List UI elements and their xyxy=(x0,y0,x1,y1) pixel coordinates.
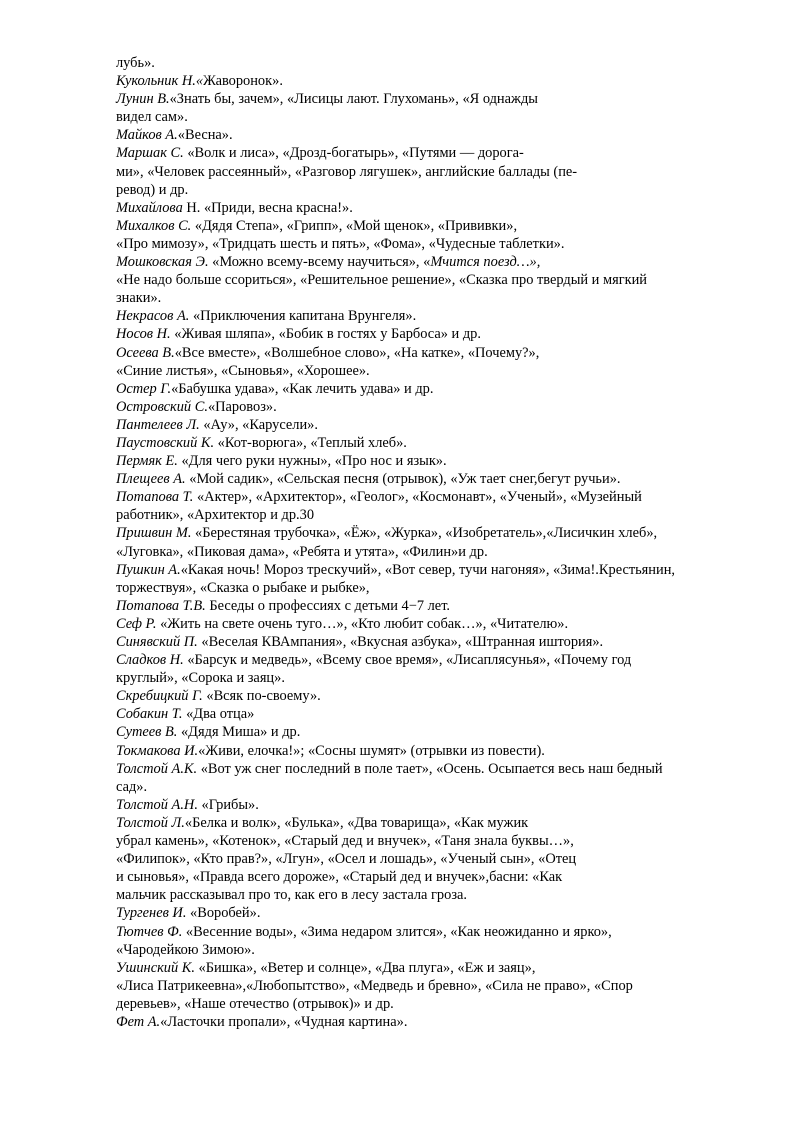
author-name: Сладков Н. xyxy=(116,652,184,669)
line-text: «Все вместе», «Волшебное слово», «На катке», «Почему?», xyxy=(174,344,540,361)
author-name: Толстой А.К. xyxy=(116,760,198,777)
text-line xyxy=(116,398,716,416)
text-line xyxy=(116,814,716,832)
author-name: Осеева В. xyxy=(116,344,175,361)
text-line xyxy=(116,524,716,542)
text-line xyxy=(116,108,716,126)
text-line xyxy=(116,959,716,977)
text-line xyxy=(116,687,716,705)
author-name: Толстой А.Н. xyxy=(116,796,198,813)
line-text: «Вот уж снег последний в поле тает», «Осень. Осыпается весь наш бедный xyxy=(197,760,663,777)
line-text: торжествуя», «Сказка о рыбаке и рыбке», xyxy=(116,579,370,596)
line-text: знаки». xyxy=(116,290,162,307)
line-text: видел сам». xyxy=(116,109,188,126)
text-line xyxy=(116,452,716,470)
author-name: Лунин В. xyxy=(116,91,170,108)
text-line xyxy=(116,416,716,434)
text-line xyxy=(116,488,716,506)
line-text: «Знать бы, зачем», «Лисицы лают. Глухомань», «Я однажды xyxy=(169,91,538,108)
text-line xyxy=(116,72,716,90)
text-line xyxy=(116,723,716,741)
author-name: Сеф Р. xyxy=(116,615,157,632)
author-name: Кукольник Н.« xyxy=(116,73,204,90)
text-line xyxy=(116,126,716,144)
line-text: «Для чего руки нужны», «Про нос и язык». xyxy=(177,453,447,470)
text-line xyxy=(116,868,716,886)
line-text: «Жить на свете очень туго…», «Кто любит собак…», «Читателю». xyxy=(156,615,569,632)
author-name: Тургенев И. xyxy=(116,905,187,922)
text-line xyxy=(116,253,716,271)
text-line xyxy=(116,561,716,579)
line-text: убрал камень», «Котенок», «Старый дед и внучек», «Таня знала буквы…», xyxy=(116,833,574,850)
text-line xyxy=(116,344,716,362)
text-line xyxy=(116,995,716,1013)
text-line xyxy=(116,235,716,253)
text-line xyxy=(116,579,716,597)
line-text: «Кот-ворюга», «Теплый хлеб». xyxy=(214,434,407,451)
text-line xyxy=(116,289,716,307)
line-text: «Про мимозу», «Тридцать шесть и пять», «Фома», «Чудесные таблетки». xyxy=(116,235,565,252)
line-text: «Дядя Миша» и др. xyxy=(177,724,301,741)
text-line xyxy=(116,941,716,959)
line-text: «Бабушка удава», «Как лечить удава» и др. xyxy=(171,380,434,397)
line-text: «Весна». xyxy=(177,127,233,144)
author-name: Потапова Т.В. xyxy=(116,597,206,614)
line-text: «Синие листья», «Сыновья», «Хорошее». xyxy=(116,362,370,379)
line-text: Беседы о профессиях с детьми 4−7 лет. xyxy=(205,597,450,614)
text-line xyxy=(116,796,716,814)
line-text: деревьев», «Наше отечество (отрывок)» и др. xyxy=(116,995,394,1012)
text-line xyxy=(116,362,716,380)
text-line xyxy=(116,742,716,760)
line-text: «Берестяная трубочка», «Ёж», «Журка», «Изобретатель»,«Лисичкин хлеб», xyxy=(191,525,658,542)
text-line xyxy=(116,54,716,72)
author-name: Майков А. xyxy=(116,127,178,144)
text-line xyxy=(116,199,716,217)
text-line xyxy=(116,271,716,289)
line-text: «Дядя Степа», «Грипп», «Мой щенок», «Прививки», xyxy=(191,217,518,234)
author-name: Некрасов А. xyxy=(116,308,190,325)
line-text: «Два отца» xyxy=(182,706,255,723)
author-name: Скребицкий Г. xyxy=(116,688,203,705)
line-text: сад». xyxy=(116,778,148,795)
line-text: «Живая шляпа», «Бобик в гостях у Барбоса» и др. xyxy=(170,326,481,343)
author-name: Синявский П. xyxy=(116,634,198,650)
line-text: «Луговка», «Пиковая дама», «Ребята и утята», «Филин»и др. xyxy=(116,543,488,560)
line-text: лубь». xyxy=(116,55,155,71)
line-text: «Филипок», «Кто прав?», «Лгун», «Осел и лошадь», «Ученый сын», «Отец xyxy=(116,851,577,868)
author-name: Пермяк Е. xyxy=(116,453,178,470)
line-text: «Бишка», «Ветер и солнце», «Два плуга», «Еж и заяц», xyxy=(194,959,536,976)
author-name: Островский С. xyxy=(116,398,208,415)
line-text: Н. «Приди, весна красна!». xyxy=(182,199,353,216)
text-line xyxy=(116,778,716,796)
author-name: Пантелеев Л. xyxy=(116,416,200,433)
author-name: Тютчев Ф. xyxy=(116,923,183,940)
author-name: Паустовский К. xyxy=(116,434,215,451)
text-line xyxy=(116,705,716,723)
author-name: Плещеев А. xyxy=(116,471,186,488)
author-name: Михайлова xyxy=(116,199,183,216)
text-line xyxy=(116,615,716,633)
author-name: Токмакова И. xyxy=(116,742,199,759)
text-line xyxy=(116,470,716,488)
line-text: «Ласточки пропали», «Чудная картина». xyxy=(160,1013,408,1030)
author-name: Сутеев В. xyxy=(116,724,178,741)
line-text: работник», «Архитектор и др.30 xyxy=(116,507,315,524)
text-line xyxy=(116,832,716,850)
line-text: круглый», «Сорока и заяц». xyxy=(116,670,285,687)
line-text: «Веселая КВАмпания», «Вкусная азбука», «Штранная иштория». xyxy=(197,634,604,650)
author-name: Носов Н. xyxy=(116,326,171,343)
line-text: «Не надо больше ссориться», «Решительное решение», «Сказка про твердый и мягкий xyxy=(116,272,648,289)
author-name: Остер Г. xyxy=(116,380,172,397)
text-line xyxy=(116,163,716,181)
line-text: «Чародейкою Зимою». xyxy=(116,941,255,958)
line-text: ми», «Человек рассеянный», «Разговор лягушек», английские баллады (пе- xyxy=(116,163,578,180)
text-line xyxy=(116,144,716,162)
line-text: «Барсук и медведь», «Всему свое время», «Лисаплясунья», «Почему год xyxy=(183,652,632,669)
text-line xyxy=(116,923,716,941)
line-text: «Весенние воды», «Зима недаром злится», «Как неожиданно и ярко», xyxy=(182,923,612,940)
author-name: Толстой Л. xyxy=(116,814,185,831)
line-text: «Воробей». xyxy=(186,905,261,922)
line-text: «Грибы». xyxy=(197,796,259,813)
text-line xyxy=(116,217,716,235)
text-line xyxy=(116,850,716,868)
line-text: «Мой садик», «Сельская песня (отрывок), «Уж тает снег,бегут ручьи». xyxy=(185,471,621,488)
line-text: «Волк и лиса», «Дрозд-богатырь», «Путями — дорога- xyxy=(183,145,524,162)
text-line xyxy=(116,90,716,108)
line-text: «Какая ночь! Мороз трескучий», «Вот север, тучи нагоняя», «Зима!.Крестьянин, xyxy=(180,561,676,578)
text-line xyxy=(116,904,716,922)
text-line xyxy=(116,434,716,452)
author-name: Пришвин М. xyxy=(116,525,192,542)
text-line xyxy=(116,181,716,199)
line-text: ревод) и др. xyxy=(116,181,189,198)
text-line xyxy=(116,977,716,995)
line-text: «Можно всему-всему научиться», « xyxy=(208,254,431,271)
author-name: Мошковская Э. xyxy=(116,254,209,271)
text-line xyxy=(116,886,716,904)
author-name: Михалков С. xyxy=(116,217,192,234)
text-line xyxy=(116,307,716,325)
line-text: «Белка и волк», «Булька», «Два товарища», «Как мужик xyxy=(184,814,529,831)
author-name: Ушинский К. xyxy=(116,959,195,976)
line-text: «Всяк по-своему». xyxy=(202,688,321,705)
author-name: Мчится поезд…», xyxy=(430,254,541,271)
line-text: мальчик рассказывал про то, как его в лесу застала гроза. xyxy=(116,887,467,904)
line-text: «Актер», «Архитектор», «Геолог», «Космонавт», «Ученый», «Музейный xyxy=(193,489,642,506)
text-line xyxy=(116,380,716,398)
author-name: Потапова Т. xyxy=(116,489,194,506)
text-line xyxy=(116,1013,716,1031)
text-line xyxy=(116,506,716,524)
line-text: и сыновья», «Правда всего дороже», «Старый дед и внучек»,басни: «Как xyxy=(116,869,563,886)
author-name: Собакин Т. xyxy=(116,706,183,723)
author-name: Маршак С. xyxy=(116,145,184,162)
line-text: Жаворонок». xyxy=(203,73,283,90)
line-text: «Лиса Патрикеевна»,«Любопытство», «Медведь и бревно», «Сила не право», «Спор xyxy=(116,977,633,994)
author-name: Фет А. xyxy=(116,1013,161,1030)
text-line xyxy=(116,543,716,561)
text-line xyxy=(116,325,716,343)
text-line xyxy=(116,651,716,669)
line-text: «Паровоз». xyxy=(207,398,277,415)
line-text: «Живи, елочка!»; «Сосны шумят» (отрывки из повести). xyxy=(198,742,545,759)
line-text: «Приключения капитана Врунгеля». xyxy=(189,308,417,325)
line-text: «Ау», «Карусели». xyxy=(199,416,318,433)
text-line xyxy=(116,669,716,687)
author-name: Пушкин А. xyxy=(116,561,181,578)
text-line xyxy=(116,597,716,615)
text-line xyxy=(116,760,716,778)
text-line xyxy=(116,633,716,651)
document-page xyxy=(116,54,716,1031)
